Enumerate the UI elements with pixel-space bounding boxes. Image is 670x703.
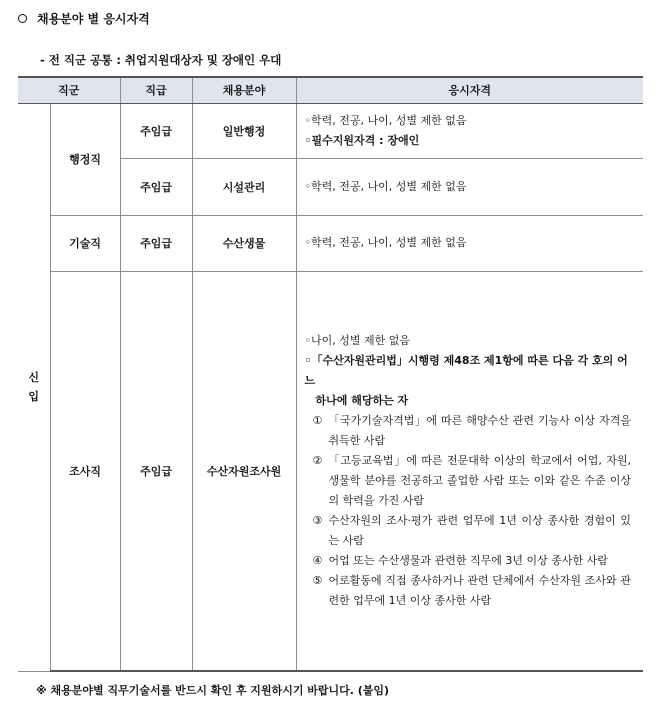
field-cell: 수산자원조사원 xyxy=(192,271,296,671)
qualification-cell: ◦학력, 전공, 나이, 성별 제한 없음 ◦필수지원자격 : 장애인 xyxy=(296,103,643,158)
jikgun-admin: 행정직 xyxy=(50,103,120,215)
qualification-cell: ◦학력, 전공, 나이, 성별 제한 없음 xyxy=(296,158,643,215)
header-jikgeup: 직급 xyxy=(120,77,192,103)
group-label-sinip: 신 입 xyxy=(18,103,50,671)
jikgeup-cell: 주임급 xyxy=(120,271,192,671)
jikgeup-cell: 주임급 xyxy=(120,103,192,158)
common-preference-note: - 전 직군 공통 : 취업지원대상자 및 장애인 우대 xyxy=(40,53,282,67)
table-row xyxy=(18,103,643,158)
jikgeup-cell: 주임급 xyxy=(120,215,192,271)
header-jikgun: 직군 xyxy=(18,77,120,103)
field-cell: 수산생물 xyxy=(192,215,296,271)
field-cell: 일반행정 xyxy=(192,103,296,158)
jikgeup-cell: 주임급 xyxy=(120,158,192,215)
field-cell: 시설관리 xyxy=(192,158,296,215)
section-title xyxy=(18,10,150,27)
section-title-text: 채용분야 별 응시자격 xyxy=(37,12,150,26)
list-item: ④ 어업 또는 수산생물과 관련한 직무에 3년 이상 종사한 사람 xyxy=(312,553,608,567)
list-item: ② 「고등교육법」에 따른 전문대학 이상의 학교에서 어업, 자원, 생물학 분야를 전공하고 졸업한 사람 또는 이와 같은 수준 이상의 학력을 가진 사람 xyxy=(312,453,632,507)
table-row xyxy=(18,215,643,271)
qualification-cell: ◦나이, 성별 제한 없음 ◦「수산자원관리법」시행령 제48조 제1항에 따른 다음 각 호의 어느 하나에 해당하는 자 ① 「국가기술자격법」에 따른 해양수산 관련 기능사 이상 자격을 취득한 사람 ② 「고등교육법」에 따른 전문대학 이상의 학교에서 어업, 자원, 생물학 분야를 전공하고 졸업한 사람 또는 이와 같은 수준 이상의 학력을 가진 사람 ③ 수산자원의 조사·평가 관련 업무에 1년 이상 종사한 경험이 있는 사람 ④ 어업 또는 수산생물과 관련한 직무에 3년 이상 종사한 사람 ⑤ 어로활동에 직접 종사하거나 관련 단체에서 수산자원 조사와 관련한 업무에 1년 이상 종사한 사람 xyxy=(296,271,643,671)
qualification-cell: ◦학력, 전공, 나이, 성별 제한 없음 xyxy=(296,215,643,271)
header-qualification: 응시자격 xyxy=(296,77,643,103)
jikgun-survey: 조사직 xyxy=(50,271,120,671)
qualification-table xyxy=(18,76,643,672)
jikgun-tech: 기술직 xyxy=(50,215,120,271)
table-row xyxy=(18,271,643,671)
circle-bullet-icon xyxy=(18,14,27,23)
table-header-row xyxy=(18,77,643,103)
header-field: 채용분야 xyxy=(192,77,296,103)
list-item: ① 「국가기술자격법」에 따른 해양수산 관련 기능사 이상 자격을 취득한 사람 xyxy=(312,413,632,447)
list-item: ⑤ 어로활동에 직접 종사하거나 관련 단체에서 수산자원 조사와 관련한 업무에 1년 이상 종사한 사람 xyxy=(312,573,632,607)
footnote: ※ 채용분야별 직무기술서를 반드시 확인 후 지원하시기 바랍니다. (붙임) xyxy=(36,684,390,697)
list-item: ③ 수산자원의 조사·평가 관련 업무에 1년 이상 종사한 경험이 있는 사람 xyxy=(312,513,632,547)
